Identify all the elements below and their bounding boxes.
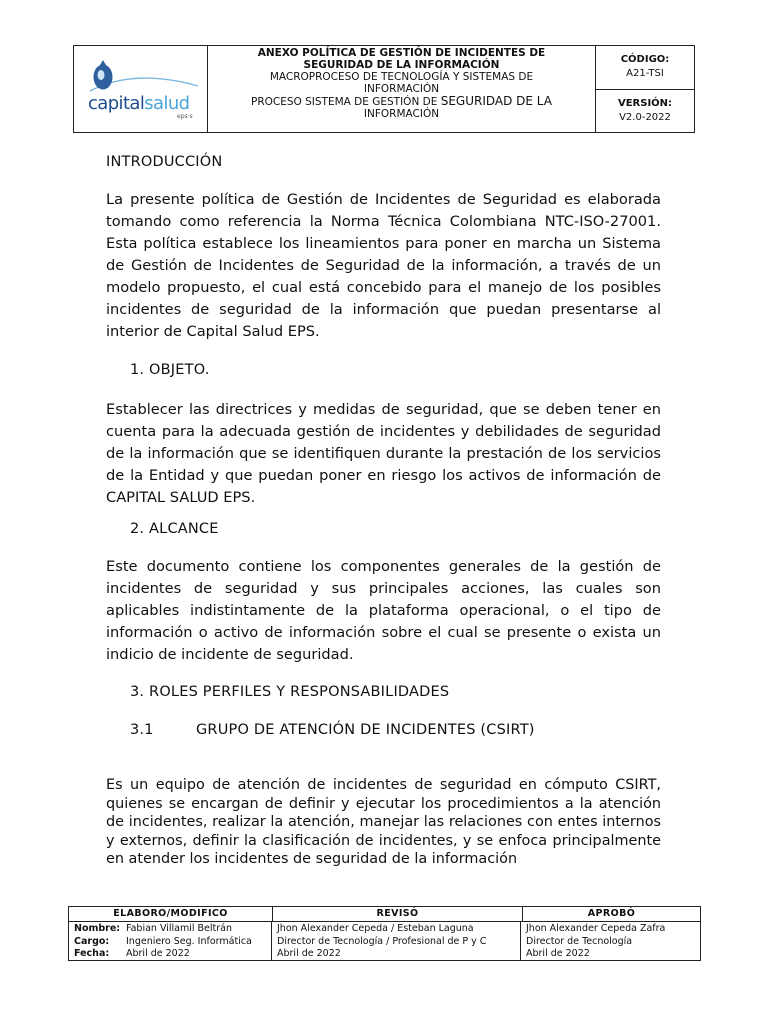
- elaboro-cargo: Ingeniero Seg. Informática: [126, 935, 252, 947]
- version-label: VERSIÓN:: [617, 97, 673, 109]
- alcance-heading: 2. ALCANCE: [130, 521, 219, 537]
- reviso-nombre: Jhon Alexander Cepeda / Esteban Laguna: [277, 923, 474, 934]
- document-header-table: [73, 45, 695, 133]
- code-value: A21-TSI: [626, 68, 664, 80]
- aprobo-cargo: Director de Tecnología: [526, 935, 633, 947]
- process-line1: PROCESO SISTEMA DE GESTIÓN DE SEGURIDAD DE LA: [251, 94, 552, 108]
- reviso-cargo: Director de Tecnología / Profesional de P y C: [277, 935, 487, 947]
- objeto-paragraph: Establecer las directrices y medidas de seguridad, que se deben tener en cuenta para la adecuada gestión de incidentes y debilidades de seguridad de la información que se identifiquen durante la prestación de los servicios de la Entidad y que puedan poner en riesgo los activos de información de CAPITAL SALUD EPS.: [106, 401, 661, 506]
- approval-table-body: [69, 922, 700, 961]
- macroprocess-line1: MACROPROCESO DE TECNOLOGÍA Y SISTEMAS DE: [269, 71, 534, 83]
- csirt-heading: GRUPO DE ATENCIÓN DE INCIDENTES (CSIRT): [196, 722, 535, 738]
- reviso-fecha: Abril de 2022: [277, 948, 341, 959]
- logo-drop-icon: [74, 46, 207, 134]
- header-title-block: [208, 46, 596, 132]
- version-cell: [596, 89, 694, 133]
- aprobo-cell: [521, 922, 700, 961]
- macroprocess-line2: INFORMACIÓN: [363, 83, 440, 95]
- document-title-line1: ANEXO POLÍTICA DE GESTIÓN DE INCIDENTES DE: [257, 47, 546, 59]
- aprobo-nombre: Jhon Alexander Cepeda Zafra: [526, 923, 666, 934]
- logo-subtext: eps·s: [177, 113, 193, 120]
- version-value: V2.0-2022: [619, 111, 671, 123]
- company-logo: [74, 46, 208, 132]
- intro-paragraph: La presente política de Gestión de Incidentes de Seguridad es elaborada tomando como referencia la Norma Técnica Colombiana NTC-ISO-27001. Esta política establece los lineamientos para poner en marcha un Sistema de Gestión de Incidentes de Seguridad de la información, a través de un modelo propuesto, el cual está concebido para el manejo de los posibles incidentes de seguridad de la información que puedan presentarse al interior de Capital Salud EPS.: [106, 191, 661, 340]
- csirt-paragraph: Es un equipo de atención de incidentes de seguridad en cómputo CSIRT, quienes se encargan de definir y ejecutar los procedimientos a la atención de incidentes, realizar la atención, manejar las relaciones con entes internos y externos, definir la clasificación de incidentes, y se enfoca principalmente en atender los incidentes de seguridad de la información: [106, 777, 661, 868]
- col-aprobo: APROBÓ: [587, 908, 636, 919]
- col-reviso: REVISÓ: [273, 907, 523, 921]
- elaboro-fecha: Abril de 2022: [126, 948, 190, 959]
- col-elaboro: ELABORO/MODIFICO: [69, 907, 273, 921]
- elaboro-cell: Nombre: Fabian Villamil Beltrán Cargo: Ingeniero Seg. Informática Fecha: Abril de 2022: [69, 922, 272, 961]
- roles-heading: 3. ROLES PERFILES Y RESPONSABILIDADES: [130, 684, 450, 700]
- csirt-number: 3.1: [130, 722, 154, 738]
- alcance-paragraph: Este documento contiene los componentes generales de la gestión de incidentes de seguridad y sus principales acciones, las cuales son aplicables indistintamente de la plataforma operacional, o el tipo de información o activo de información sobre el cual se presente o exista un indicio de incidente de seguridad.: [106, 558, 661, 663]
- intro-heading: INTRODUCCIÓN: [106, 154, 223, 170]
- elaboro-nombre: Fabian Villamil Beltrán: [126, 923, 233, 934]
- document-title-line2: SEGURIDAD DE LA INFORMACIÓN: [303, 59, 500, 71]
- approval-table-header: [69, 907, 700, 922]
- code-cell: [596, 46, 694, 89]
- approval-table: [68, 906, 701, 961]
- reviso-cell: [272, 922, 521, 961]
- objeto-heading: 1. OBJETO.: [130, 362, 210, 378]
- header-meta: [596, 46, 694, 132]
- logo-wordmark: capitalsalud: [88, 93, 190, 114]
- aprobo-fecha: Abril de 2022: [526, 948, 590, 959]
- process-line2: INFORMACIÓN: [363, 108, 440, 120]
- code-label: CÓDIGO:: [620, 54, 670, 66]
